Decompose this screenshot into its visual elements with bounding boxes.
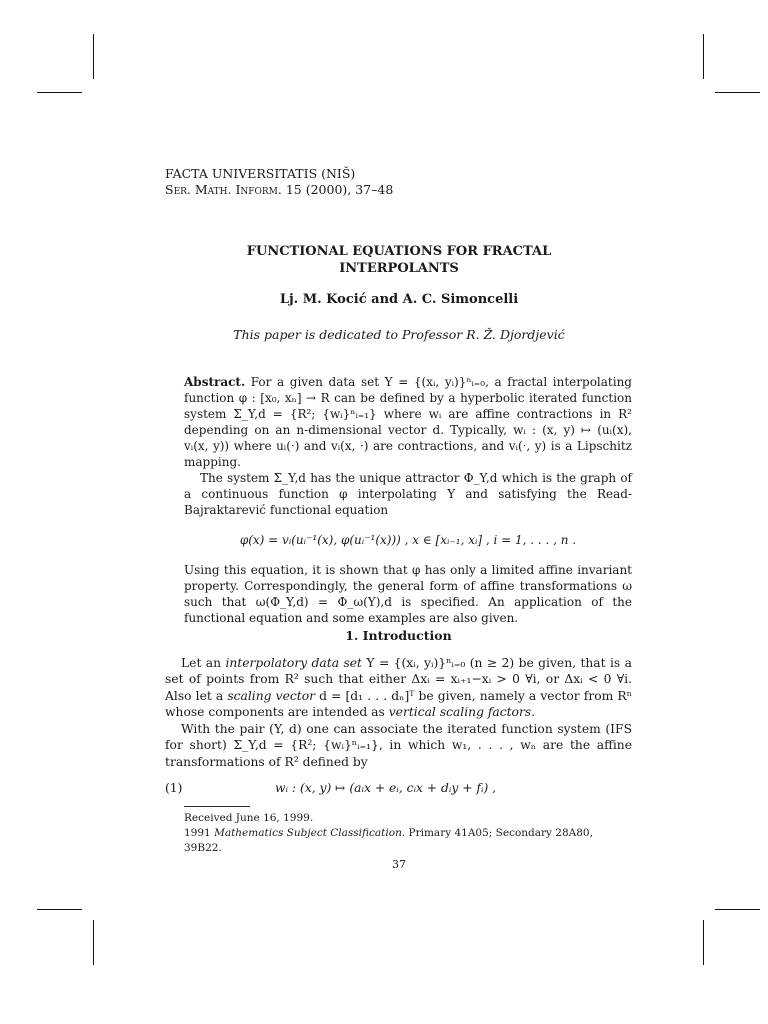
intro-text-c: d = [d₁ . . . dₙ]ᵀ be given, namely a vector from Rⁿ whose components are intended as	[165, 688, 632, 719]
crop-mark-bottom-left-v	[93, 920, 94, 965]
page-number: 37	[392, 858, 406, 871]
crop-mark-bottom-right-h	[715, 909, 760, 910]
crop-mark-bottom-left-h	[37, 909, 82, 910]
abstract-paragraph-1	[184, 374, 632, 470]
equation-body: wᵢ : (x, y) ↦ (aᵢx + eᵢ, cᵢx + dᵢy + fᵢ) ,	[275, 781, 497, 795]
intro-text-a: Let an	[181, 655, 226, 670]
intro-paragraph-1	[165, 655, 632, 721]
abstract-text-1: For a given data set Y = {(xᵢ, yᵢ)}ⁿᵢ₌₀, a fractal interpolating function φ : [x₀, xₙ] → R can be defined by a hyperbolic iterated function system Σ_Y,d = {R²; {wᵢ}ⁿᵢ₌₁} where wᵢ are affine contractions in R² depending on an n-dimensional vector d. Typically, wᵢ : (x, y) ↦ (uᵢ(x), vᵢ(x, y)) where uᵢ(·) and vᵢ(x, ·) are contractions, and vᵢ(·, y) is a Lipschitz mapping.	[184, 375, 632, 469]
section-introduction	[165, 628, 632, 797]
title-line-1: FUNCTIONAL EQUATIONS FOR FRACTAL	[246, 244, 552, 259]
crop-mark-bottom-right-v	[703, 920, 704, 965]
numbered-equation-1	[165, 780, 632, 797]
msc-label: Mathematics Subject Classification	[214, 827, 402, 839]
intro-text-d: .	[531, 705, 536, 719]
title-line-2: INTERPOLANTS	[339, 261, 459, 276]
abstract-equation: φ(x) = vᵢ(uᵢ⁻¹(x), φ(uᵢ⁻¹(x))) , x ∈ [xᵢ₋₁, xᵢ] , i = 1, . . . , n .	[239, 533, 577, 547]
dedication: This paper is dedicated to Professor R. Ž. Djordjević	[233, 327, 565, 342]
section-heading: 1. Introduction	[345, 628, 452, 643]
footnote-rule	[184, 806, 250, 807]
crop-mark-top-right-h	[715, 92, 760, 93]
term-interpolatory-data-set: interpolatory data set	[225, 655, 362, 670]
abstract-paragraph-2: The system Σ_Y,d has the unique attractor Φ_Y,d which is the graph of a continuous function φ interpolating Y and satisfying the Read-Bajraktarević functional equation	[184, 471, 632, 517]
term-vertical-scaling-factors: vertical scaling factors	[388, 705, 532, 719]
msc-year: 1991	[184, 827, 215, 839]
abstract-label: Abstract.	[184, 375, 246, 389]
crop-mark-top-right-v	[703, 34, 704, 79]
intro-paragraph-2: With the pair (Y, d) one can associate the iterated function system (IFS for short) Σ_Y,d = {R²; {wᵢ}ⁿᵢ₌₁}, in which w₁, . . . , wₙ are the affine transformations of R² defined by	[165, 721, 632, 769]
journal-name: FACTA UNIVERSITATIS (NIŠ)	[165, 166, 356, 181]
authors: Lj. M. Kocić and A. C. Simoncelli	[279, 292, 519, 307]
footnotes	[184, 811, 634, 856]
paper-title	[165, 243, 633, 277]
term-scaling-vector: scaling vector	[227, 688, 315, 703]
crop-mark-top-left-v	[93, 34, 94, 79]
msc-text: . Primary 41A05; Secondary 28A80, 39B22.	[184, 827, 593, 854]
crop-mark-top-left-h	[37, 92, 82, 93]
footnote-msc	[184, 826, 634, 856]
abstract-paragraph-3: Using this equation, it is shown that φ has only a limited affine invariant property. Correspondingly, the general form of affine transformations ω such that ω(Φ_Y,d) = Φ_ω(Y),d is specified. An application of the functional equation and some examples are also given.	[184, 563, 632, 625]
journal-series: Ser. Math. Inform. 15 (2000), 37–48	[165, 182, 394, 197]
abstract	[184, 374, 632, 626]
journal-header	[165, 166, 393, 198]
footnote-received: Received June 16, 1999.	[184, 812, 314, 824]
intro-text-b: Y = {(xᵢ, yᵢ)}ⁿᵢ₌₀ (n ≥ 2) be given, that is a set of points from R² such that either Δxᵢ = xᵢ₊₁−xᵢ > 0 ∀i, or Δxᵢ < 0 ∀i. Also let a	[165, 655, 632, 703]
equation-number: (1)	[165, 781, 183, 795]
